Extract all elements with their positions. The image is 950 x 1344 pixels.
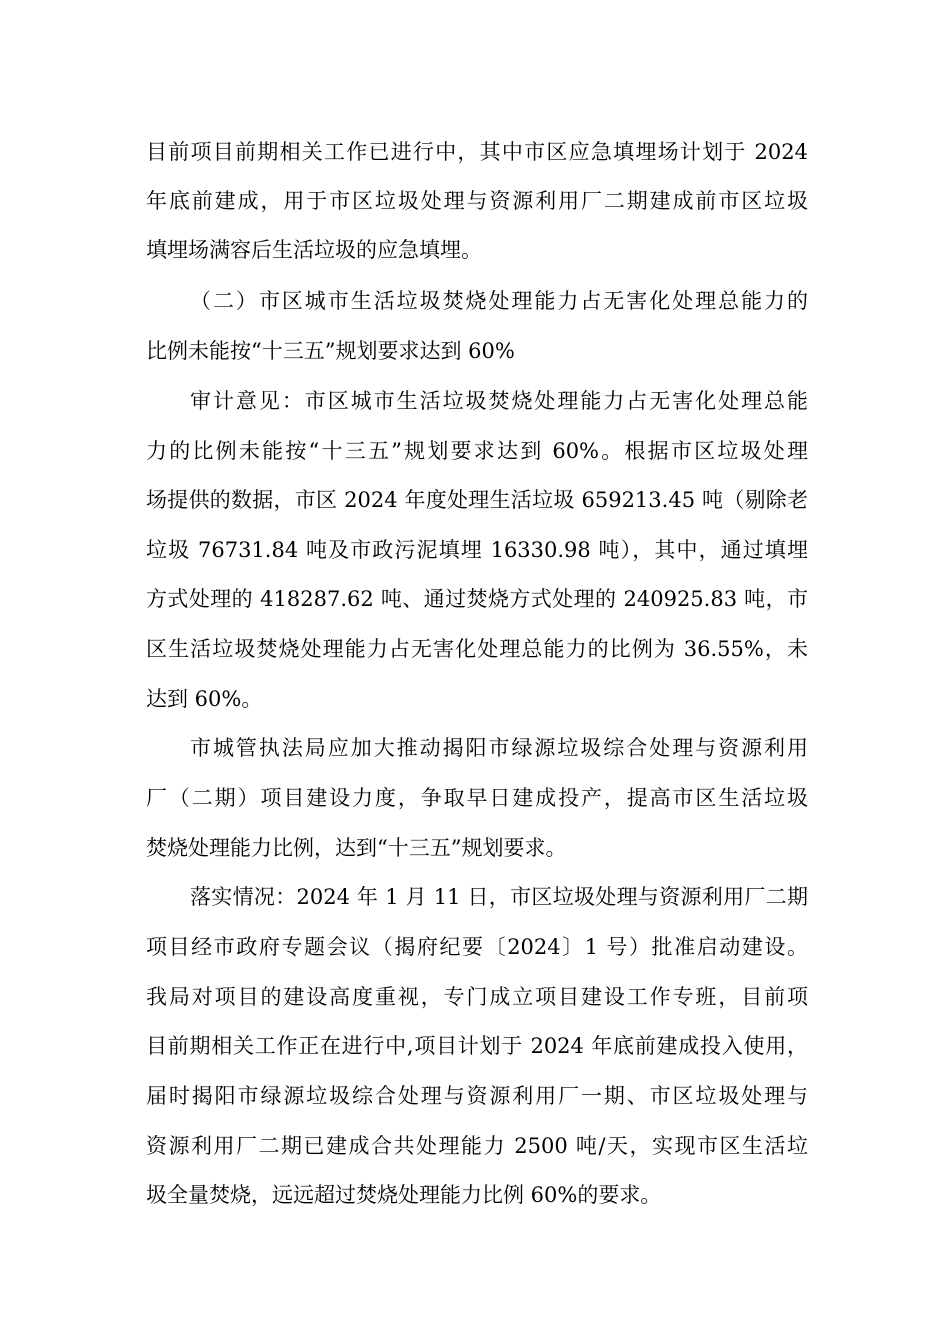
text-line: 我局对项目的建设高度重视，专门成立项目建设工作专班，目前项 — [146, 985, 808, 1009]
text-line: 区生活垃圾焚烧处理能力占无害化处理总能力的比例为 36.55%，未 — [146, 637, 808, 661]
text-line: 厂（二期）项目建设力度，争取早日建成投产，提高市区生活垃圾 — [146, 786, 808, 810]
text-line: 目前项目前期相关工作已进行中，其中市区应急填埋场计划于 2024 — [146, 140, 808, 164]
section-heading-line: 比例未能按“十三五”规划要求达到 60% — [146, 339, 515, 363]
text-line: 项目经市政府专题会议（揭府纪要〔2024〕1 号）批准启动建设。 — [146, 935, 808, 959]
text-line: 达到 60%。 — [146, 687, 263, 711]
text-line: 审计意见：市区城市生活垃圾焚烧处理能力占无害化处理总能 — [190, 389, 808, 413]
text-line: 资源利用厂二期已建成合共处理能力 2500 吨/天，实现市区生活垃 — [146, 1134, 808, 1158]
text-line: 市城管执法局应加大推动揭阳市绿源垃圾综合处理与资源利用 — [190, 736, 808, 760]
text-line: 力的比例未能按“十三五”规划要求达到 60%。根据市区垃圾处理 — [146, 439, 808, 463]
text-line: 场提供的数据，市区 2024 年度处理生活垃圾 659213.45 吨（剔除老 — [146, 488, 808, 512]
text-line: 方式处理的 418287.62 吨、通过焚烧方式处理的 240925.83 吨，市 — [146, 587, 808, 611]
text-line: 填埋场满容后生活垃圾的应急填埋。 — [146, 238, 482, 262]
text-line: 届时揭阳市绿源垃圾综合处理与资源利用厂一期、市区垃圾处理与 — [146, 1084, 808, 1108]
text-line: 焚烧处理能力比例，达到“十三五”规划要求。 — [146, 836, 567, 860]
section-heading-line: （二）市区城市生活垃圾焚烧处理能力占无害化处理总能力的 — [190, 289, 808, 313]
text-line: 垃圾 76731.84 吨及市政污泥填埋 16330.98 吨），其中，通过填埋 — [146, 538, 808, 562]
text-line: 目前期相关工作正在进行中,项目计划于 2024 年底前建成投入使用， — [146, 1034, 808, 1058]
text-line: 落实情况：2024 年 1 月 11 日，市区垃圾处理与资源利用厂二期 — [190, 885, 808, 909]
text-line: 圾全量焚烧，远远超过焚烧处理能力比例 60%的要求。 — [146, 1183, 662, 1207]
text-line: 年底前建成，用于市区垃圾处理与资源利用厂二期建成前市区垃圾 — [146, 189, 808, 213]
